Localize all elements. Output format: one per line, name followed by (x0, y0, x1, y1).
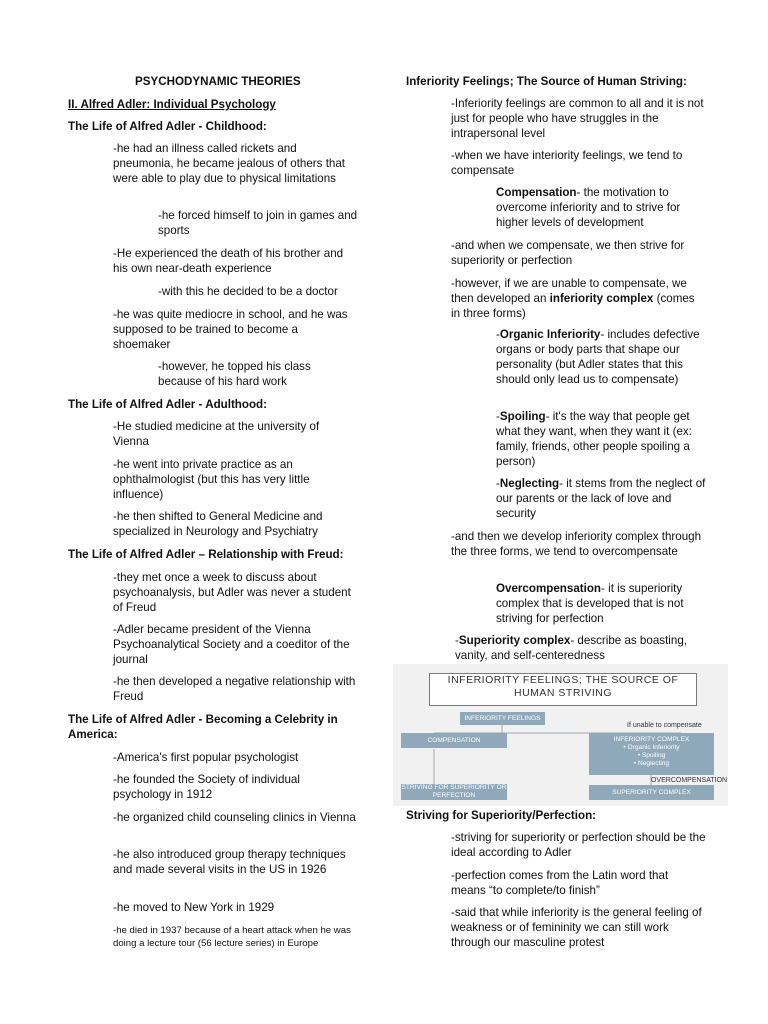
childhood-item: -he had an illness called rickets and pneumonia, he became jealous of others that were able to play due to physical limitations (113, 142, 346, 185)
diagram-title: INFERIORITY FEELINGS; THE SOURCE OF HUMAN STRIVING (429, 673, 697, 706)
organic-def: - includes defective organs or body parts that shape our personality (but Adler states that this should only lead us to compensate) (496, 328, 700, 386)
striving-item: -said that while inferiority is the general feeling of weakness or of femininity we can still work through our masculine protest (451, 906, 702, 949)
striving-heading: Striving for Superiority/Perfection: (406, 809, 597, 822)
ic-item: • Spoiling (637, 752, 666, 759)
neglecting-term: Neglecting (499, 477, 560, 490)
neglecting-def: - it stems from the neglect of our parents or the lack of love and security (496, 477, 706, 520)
dash: - (496, 328, 500, 341)
inferiority-complex-box (589, 733, 714, 775)
childhood-item: -He experienced the death of his brother and his own near-death experience (113, 247, 344, 275)
ic-item: • Neglecting (633, 760, 670, 767)
compensation-term: Compensation (496, 186, 577, 199)
freud-item: -they met once a week to discuss about psychoanalysis, but Adler was never a student of Freud (113, 571, 351, 614)
inferiority-para: -and when we compensate, we then strive for superiority or perfection (451, 239, 685, 267)
freud-item: -Adler became president of the Vienna Psychoanalytical Society and a coeditor of the journal (113, 623, 350, 666)
neglecting-item (496, 476, 711, 521)
compensation-box: COMPENSATION (401, 733, 507, 748)
inferiority-feelings-box: INFERIORITY FEELINGS (460, 712, 545, 725)
inferiority-para: -Inferiority feelings are common to all and it is not just for people who have struggles in the intrapersonal level (451, 97, 704, 140)
celebrity-item: -America's first popular psychologist (113, 751, 299, 764)
superiority-complex-definition (455, 633, 715, 663)
dash: - (455, 634, 459, 647)
childhood-heading: The Life of Alfred Adler - Childhood: (68, 120, 267, 133)
superiority-term: Superiority complex (458, 634, 571, 647)
striving-item: -perfection comes from the Latin word that means “to complete/to finish” (451, 869, 669, 897)
spoiling-item (496, 409, 711, 469)
dash: - (496, 410, 500, 423)
superiority-complex-box: SUPERIORITY COMPLEX (589, 785, 714, 800)
inferiority-para: -and then we develop inferiority complex through the three forms, we tend to overcompensate (451, 530, 702, 558)
childhood-item: -with this he decided to be a doctor (158, 285, 338, 298)
overcompensation-term: Overcompensation (496, 582, 602, 595)
inferiority-para: -when we have interiority feelings, we tend to compensate (451, 149, 683, 177)
celebrity-item: -he founded the Society of individual psychology in 1912 (113, 773, 300, 801)
celebrity-heading: The Life of Alfred Adler - Becoming a Celebrity in America: (68, 713, 338, 741)
adulthood-item: -he then shifted to General Medicine and specialized in Neurology and Psychiatry (113, 510, 323, 538)
celebrity-item: -he organized child counseling clinics in Vienna (113, 811, 356, 824)
adulthood-item: -he went into private practice as an ophthalmologist (but this has very little influence) (113, 458, 310, 501)
freud-item: -he then developed a negative relationship with Freud (113, 675, 356, 703)
overcompensation-label: OVERCOMPENSATION (651, 777, 728, 784)
childhood-item: -he was quite mediocre in school, and he was supposed to be trained to become a shoemaker (113, 308, 348, 351)
celebrity-item: -he also introduced group therapy techniques and made several visits in the US in 1926 (113, 848, 346, 876)
compensation-definition (496, 185, 706, 230)
dash: - (496, 477, 500, 490)
superiority-def: - describe as boasting, vanity, and self-centeredness (455, 634, 687, 662)
adulthood-heading: The Life of Alfred Adler - Adulthood: (68, 398, 268, 411)
striving-item: -striving for superiority or perfection should be the ideal according to Adler (451, 831, 706, 859)
celebrity-item: -he died in 1937 because of a heart attack when he was doing a lecture tour (56 lecture series) in Europe (113, 925, 351, 949)
section-title: II. Alfred Adler: Individual Psychology (68, 98, 276, 111)
childhood-item: -however, he topped his class because of his hard work (158, 360, 311, 388)
ic-item: • Organic Inferiority (623, 744, 680, 751)
spoiling-def: - it's the way that people get what they want, when they want it (ex: family, friends, other people spoiling a person) (496, 410, 692, 468)
striving-box: STRIVING FOR SUPERIORITY OR PERFECTION (401, 784, 507, 799)
compensation-def: - the motivation to overcome inferiority and to strive for higher levels of development (496, 186, 681, 229)
organic-term: Organic Inferiority (499, 328, 601, 341)
para-text: (comes in three forms) (451, 292, 695, 320)
inferiority-complex-label: INFERIORITY COMPLEX (613, 736, 690, 743)
inferiority-complex-term: inferiority complex (549, 292, 654, 305)
spoiling-term: Spoiling (499, 410, 546, 423)
adulthood-item: -He studied medicine at the university of Vienna (113, 420, 320, 448)
if-unable-label: If unable to compensate (627, 722, 702, 729)
inferiority-complex-para (451, 276, 706, 321)
inferiority-diagram (393, 664, 728, 806)
freud-heading: The Life of Alfred Adler – Relationship with Freud: (68, 548, 344, 561)
organic-inferiority-item (496, 327, 711, 387)
childhood-item: -he forced himself to join in games and sports (158, 209, 358, 237)
overcompensation-definition (496, 581, 711, 626)
overcompensation-def: - it is superiority complex that is developed that is not striving for perfection (496, 582, 684, 625)
para-text: -however, if we are unable to compensate, we then developed an (451, 277, 687, 305)
inferiority-heading: Inferiority Feelings; The Source of Human Striving: (406, 75, 687, 88)
celebrity-item: -he moved to New York in 1929 (113, 901, 275, 914)
page-title: PSYCHODYNAMIC THEORIES (135, 75, 301, 88)
